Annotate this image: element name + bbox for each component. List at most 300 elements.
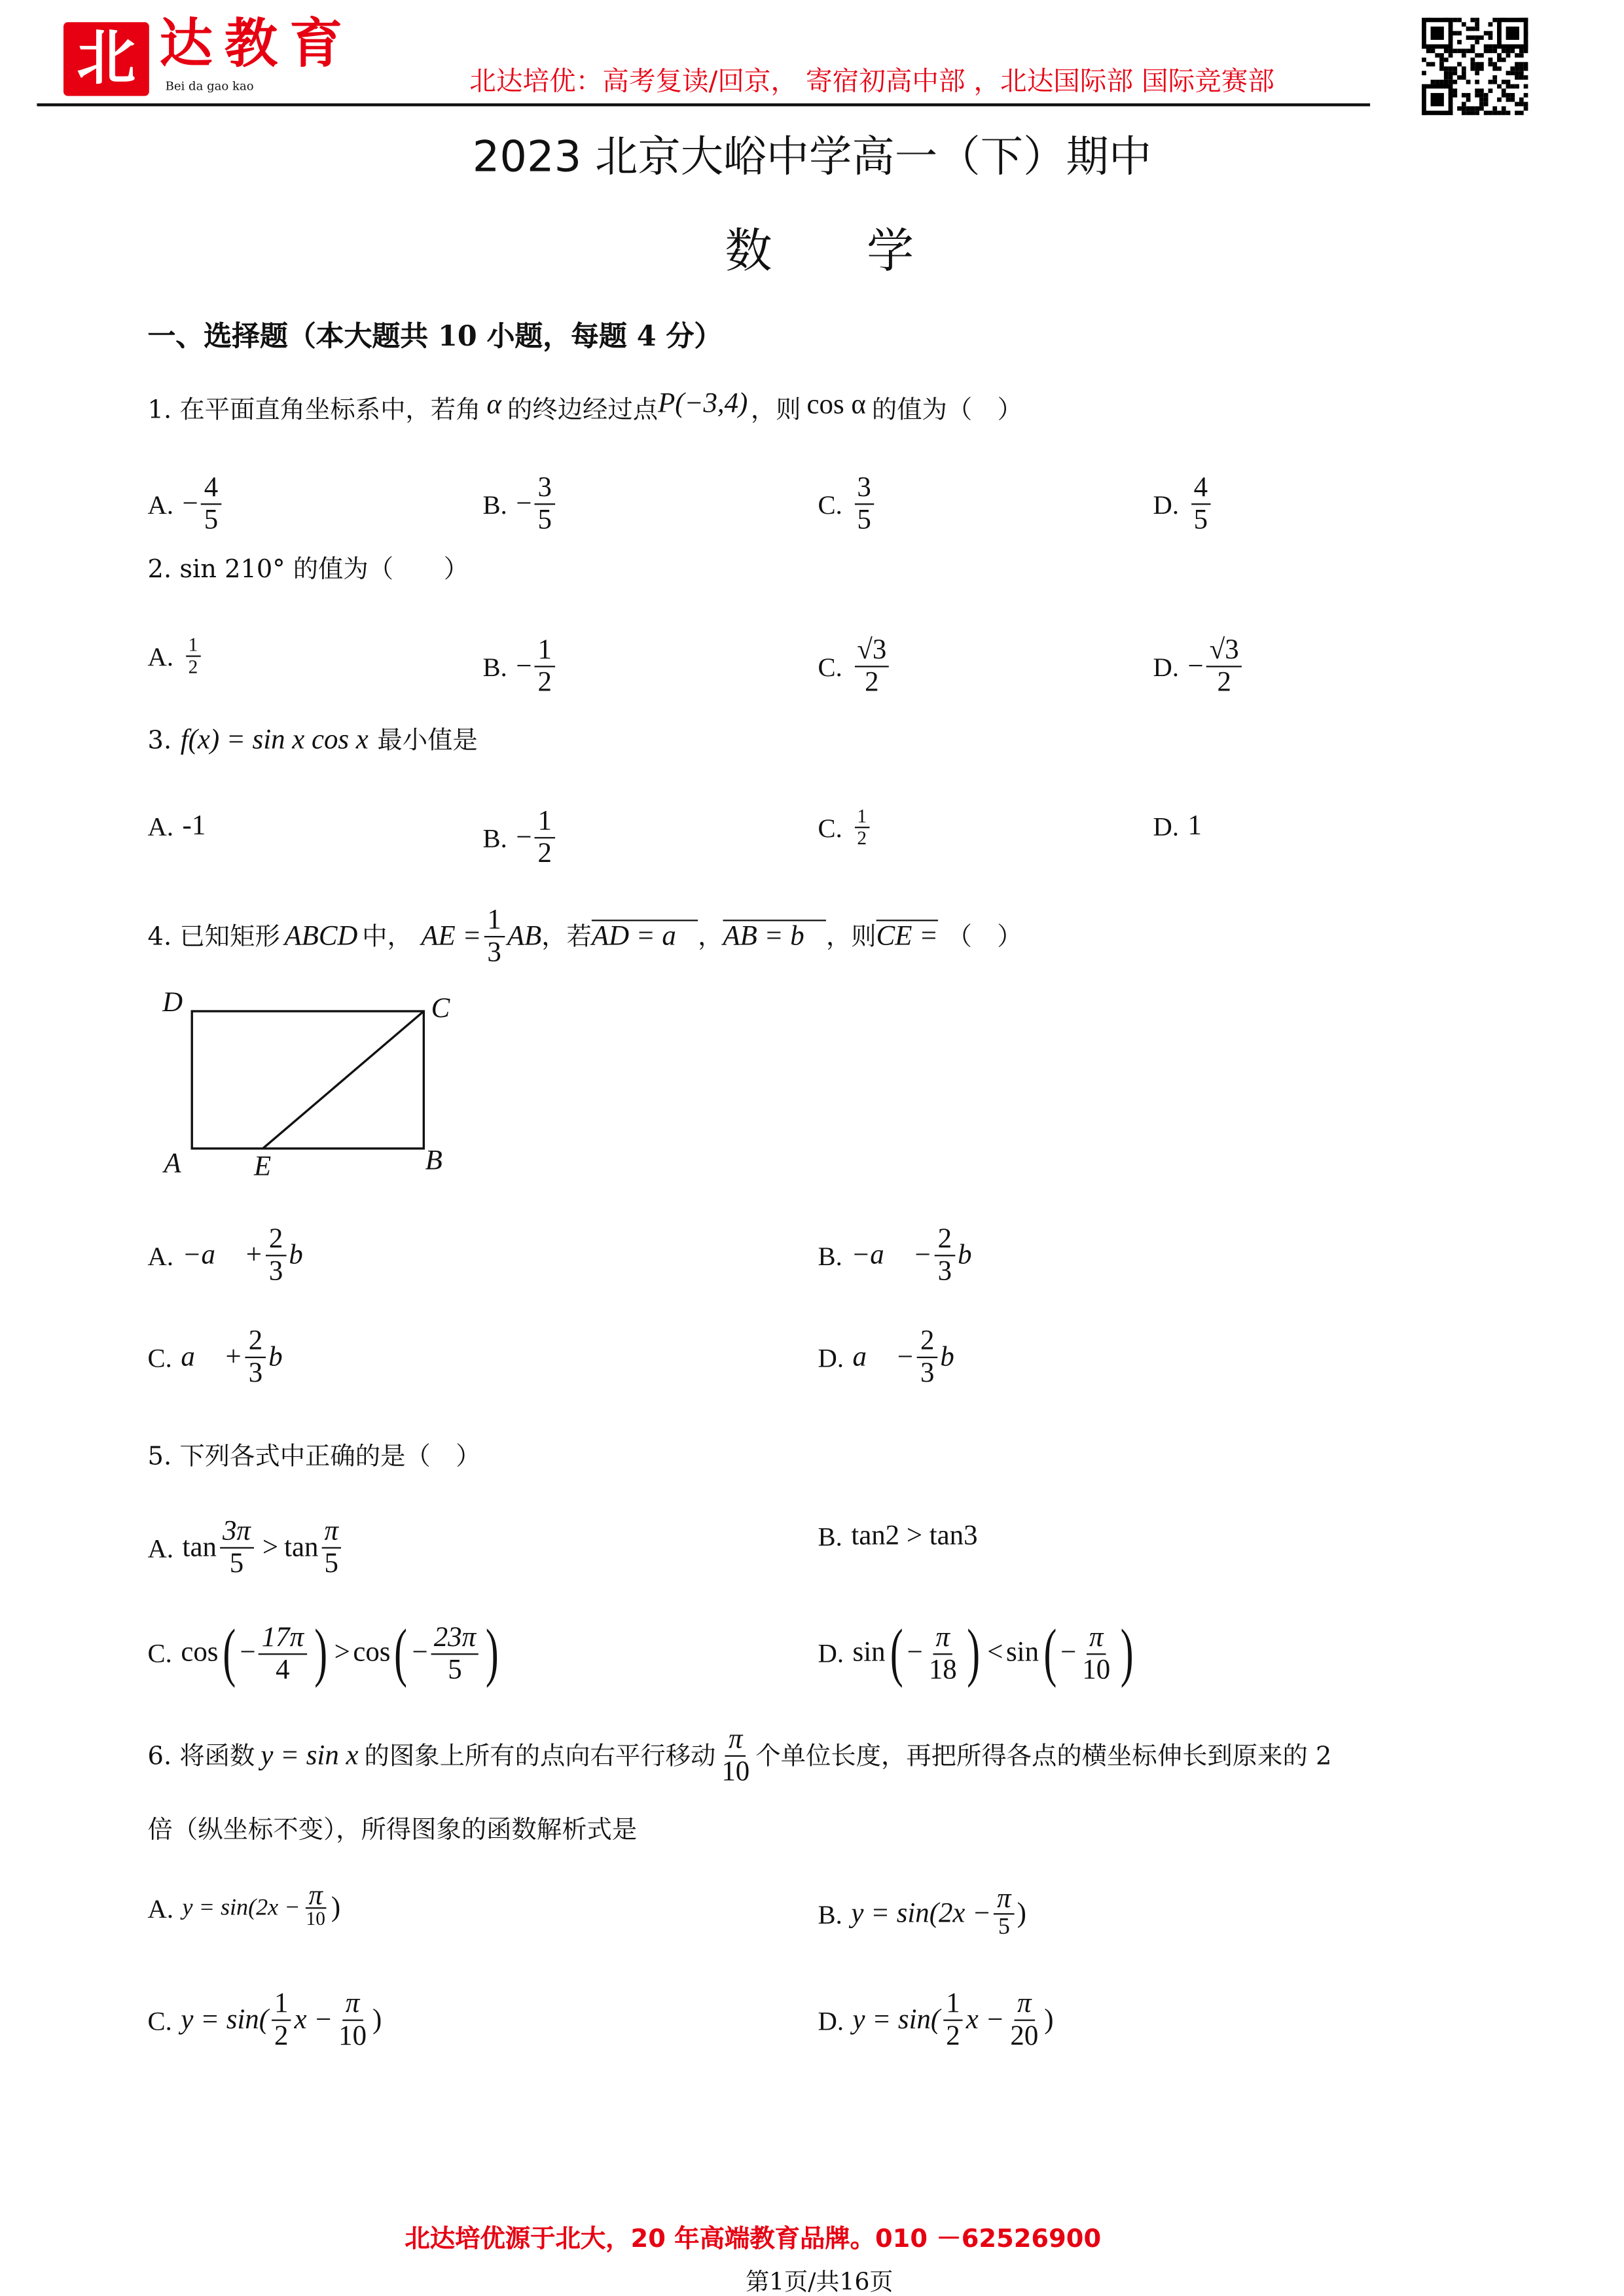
qr-code	[1422, 18, 1528, 115]
numerator: 1	[272, 1988, 291, 2021]
denominator: 10	[721, 1757, 750, 1788]
denominator: 3	[937, 1256, 952, 1287]
qr-module	[1484, 111, 1489, 115]
denominator: 3	[268, 1256, 283, 1287]
qr-module	[1502, 88, 1506, 93]
qr-module	[1510, 84, 1515, 89]
option-label: B.	[482, 823, 507, 853]
qr-module	[1484, 93, 1489, 98]
q6-expression: y = sin x	[261, 1740, 359, 1771]
option-label: A.	[147, 1893, 174, 1923]
option-label: B.	[818, 1899, 842, 1929]
q3-expression: f(x) = sin x cos x	[180, 725, 369, 756]
expr: b⃗	[940, 1341, 977, 1372]
function: sin	[1005, 1637, 1039, 1668]
qr-module	[1519, 53, 1524, 58]
qr-module	[1489, 48, 1493, 53]
left-paren: (	[890, 1616, 903, 1689]
qr-module	[1492, 80, 1497, 84]
fraction	[854, 635, 890, 698]
qr-module	[1492, 62, 1497, 67]
denominator: 3	[920, 1358, 935, 1390]
qr-module	[1479, 66, 1484, 71]
qr-module	[1453, 80, 1457, 84]
qr-module	[1462, 111, 1466, 115]
qr-module	[1489, 58, 1493, 62]
left-paren: (	[1043, 1616, 1056, 1689]
q3-text: 最小值是	[377, 726, 478, 756]
denominator: 4	[276, 1654, 290, 1685]
qr-module	[1506, 93, 1511, 98]
question-6-line-2: 倍（纵坐标不变），所得图象的函数解析式是	[147, 1816, 638, 1846]
operator: <	[987, 1637, 1003, 1668]
numerator: 1	[484, 905, 504, 938]
numerator: π	[994, 1887, 1015, 1915]
qr-module	[1439, 62, 1444, 67]
qr-module	[1506, 98, 1511, 102]
qr-module	[1470, 18, 1475, 22]
qr-module	[1466, 27, 1471, 31]
qr-module	[1497, 98, 1502, 102]
denominator: 5	[448, 1654, 462, 1685]
qr-module	[1449, 71, 1453, 75]
q4-text: 中，	[362, 922, 412, 952]
option-label: C.	[147, 2005, 172, 2036]
qr-module	[1475, 111, 1479, 115]
qr-module	[1502, 93, 1506, 98]
question-5: 5. 下列各式中正确的是（ ）	[147, 1442, 481, 1472]
qr-module	[1519, 98, 1524, 102]
operator: >	[334, 1637, 350, 1668]
qr-module	[1475, 66, 1479, 71]
logo-text: 达教育	[159, 13, 355, 76]
q1-option-d[interactable]	[1153, 473, 1214, 536]
sign: −	[516, 650, 532, 681]
q1-text: 的终边经过点	[507, 395, 659, 425]
qr-module	[1524, 62, 1528, 67]
qr-module	[1453, 31, 1457, 35]
exam-title: 2023 北京大峪中学高一（下）期中	[472, 131, 1152, 182]
qr-module	[1515, 62, 1519, 67]
qr-module	[1466, 48, 1471, 53]
qr-module	[1506, 48, 1511, 53]
qr-module	[1492, 18, 1497, 22]
denominator: 2	[274, 2020, 289, 2053]
option-label: B.	[482, 489, 507, 519]
qr-module	[1479, 98, 1484, 102]
q6-option-b[interactable]	[818, 1884, 1026, 1941]
qr-module	[1470, 66, 1475, 71]
qr-module	[1502, 58, 1506, 62]
qr-module	[1519, 48, 1524, 53]
expr: a⃗ −	[852, 1341, 914, 1372]
qr-module	[1475, 35, 1479, 40]
qr-module	[1492, 106, 1497, 111]
q3-number: 3.	[147, 726, 172, 756]
denominator: 2	[865, 667, 879, 698]
question-6	[148, 1724, 1332, 1787]
qr-module	[1484, 48, 1489, 53]
numerator: 1	[535, 806, 554, 839]
option-label: D.	[1153, 812, 1180, 842]
qr-module	[1510, 93, 1515, 98]
qr-module	[1497, 111, 1502, 115]
expr: b⃗	[289, 1239, 325, 1270]
sign: −	[516, 488, 532, 519]
q3-option-b[interactable]	[483, 806, 558, 870]
qr-module	[1470, 45, 1475, 49]
q4-option-b[interactable]	[818, 1224, 994, 1287]
expr: a⃗ +	[181, 1341, 243, 1372]
option-label: B.	[818, 1240, 842, 1270]
denominator: 2	[537, 838, 552, 870]
expr: x −	[294, 2003, 333, 2036]
option-label: C.	[147, 1638, 172, 1668]
right-paren: )	[486, 1616, 499, 1689]
qr-module	[1489, 45, 1493, 49]
qr-finder	[1506, 27, 1519, 40]
option-value: 1	[1187, 810, 1202, 842]
fraction	[245, 1325, 265, 1389]
fraction	[272, 1988, 291, 2052]
expr: y = sin(	[852, 2003, 941, 2036]
right-paren: )	[1120, 1616, 1134, 1689]
fraction	[185, 635, 201, 677]
denominator: 5	[857, 505, 871, 536]
numerator: 1	[854, 806, 870, 829]
q4-option-c[interactable]	[148, 1325, 304, 1389]
qr-module	[1484, 31, 1489, 35]
fraction	[719, 1724, 753, 1787]
option-label: C.	[818, 812, 842, 842]
fraction	[535, 635, 554, 698]
qr-module	[1453, 71, 1457, 75]
question-1	[148, 389, 1022, 431]
qr-module	[1475, 22, 1479, 27]
qr-module	[1426, 48, 1431, 53]
q1-option-a[interactable]	[148, 473, 225, 536]
fraction	[219, 1516, 253, 1579]
qr-module	[1479, 62, 1484, 67]
qr-module	[1466, 35, 1471, 40]
q3-option-c[interactable]	[818, 806, 873, 849]
qr-module	[1453, 48, 1457, 53]
numerator: π	[726, 1724, 746, 1757]
option-label: A.	[147, 1240, 174, 1270]
qr-module	[1492, 111, 1497, 115]
qr-module	[1479, 102, 1484, 107]
fraction	[201, 473, 221, 536]
fraction	[917, 1325, 937, 1389]
qr-module	[1502, 80, 1506, 84]
qr-module	[1506, 53, 1511, 58]
qr-module	[1444, 58, 1449, 62]
denominator: 5	[324, 1549, 338, 1580]
qr-module	[1475, 80, 1479, 84]
qr-module	[1470, 62, 1475, 67]
qr-module	[1475, 71, 1479, 75]
qr-module	[1475, 93, 1479, 98]
sign: −	[516, 821, 532, 853]
expr: b⃗	[958, 1239, 994, 1270]
qr-module	[1506, 71, 1511, 75]
qr-module	[1435, 53, 1439, 58]
right-paren: )	[314, 1616, 327, 1689]
sign: −	[1187, 650, 1204, 681]
qr-module	[1453, 93, 1457, 98]
denominator: 18	[928, 1654, 957, 1685]
q4-option-a[interactable]	[148, 1224, 325, 1287]
option-label: D.	[1153, 651, 1180, 681]
option-label: D.	[818, 1342, 844, 1372]
numerator: 3	[535, 473, 554, 505]
qr-module	[1515, 102, 1519, 107]
qr-module	[1484, 98, 1489, 102]
denominator: 5	[1193, 505, 1208, 536]
q4-text: （ ）	[947, 922, 1022, 952]
option-label: D.	[1153, 489, 1180, 519]
q6-option-c[interactable]	[148, 1988, 382, 2052]
qr-module	[1457, 31, 1462, 35]
segment-ec	[262, 1011, 424, 1149]
qr-module	[1457, 40, 1462, 45]
qr-module	[1519, 75, 1524, 80]
qr-module	[1466, 80, 1471, 84]
qr-module	[1470, 106, 1475, 111]
denominator: 5	[204, 505, 219, 536]
option-label: B.	[482, 651, 507, 681]
qr-module	[1519, 71, 1524, 75]
option-label: D.	[818, 1638, 844, 1668]
q4-option-d[interactable]	[818, 1325, 977, 1389]
q4-vector-ab: AB = b⃗	[723, 920, 826, 952]
qr-module	[1502, 106, 1506, 111]
qr-module	[1466, 98, 1471, 102]
rectangle-abcd	[192, 1011, 424, 1149]
qr-module	[1519, 62, 1524, 67]
expr: x −	[965, 2003, 1005, 2036]
denominator: 2	[188, 655, 198, 678]
qr-module	[1466, 106, 1471, 111]
qr-module	[1497, 84, 1502, 89]
qr-module	[1453, 66, 1457, 71]
q1-text: ，则	[750, 395, 801, 425]
fraction	[854, 806, 870, 849]
qr-module	[1444, 80, 1449, 84]
qr-module	[1492, 66, 1497, 71]
numerator: π	[1015, 1988, 1035, 2021]
qr-module	[1492, 45, 1497, 49]
numerator: 2	[917, 1325, 937, 1358]
qr-module	[1444, 66, 1449, 71]
q6-text: 6. 将函数	[147, 1741, 255, 1771]
q1-text: 1. 在平面直角坐标系中，若角	[147, 395, 481, 425]
q2-option-b[interactable]	[483, 635, 558, 698]
q5-option-b[interactable]	[818, 1516, 978, 1557]
qr-module	[1431, 80, 1435, 84]
qr-module	[1444, 71, 1449, 75]
qr-finder	[1431, 27, 1444, 40]
qr-module	[1439, 53, 1444, 58]
qr-module	[1470, 111, 1475, 115]
fraction	[935, 1224, 954, 1287]
label-d: D	[162, 987, 183, 1019]
qr-module	[1475, 106, 1479, 111]
numerator: √3	[1206, 635, 1242, 668]
q2-option-a[interactable]	[148, 635, 204, 677]
qr-module	[1457, 106, 1462, 111]
qr-module	[1492, 48, 1497, 53]
expr: −a⃗ −	[851, 1239, 932, 1270]
numerator: 4	[201, 473, 221, 505]
expr: )	[1017, 1897, 1026, 1929]
fraction	[336, 1988, 370, 2052]
logo-subtitle: Bei da gao kao	[165, 79, 254, 94]
qr-module	[1457, 18, 1462, 22]
q4-text: ，则	[825, 922, 876, 952]
qr-module	[1475, 27, 1479, 31]
q2-option-d[interactable]	[1153, 635, 1245, 698]
q6-option-a[interactable]	[147, 1880, 341, 1929]
left-paren: (	[395, 1616, 408, 1689]
q3-option-a[interactable]	[148, 806, 206, 848]
label-b: B	[425, 1145, 442, 1177]
qr-module	[1422, 58, 1426, 62]
qr-module	[1502, 111, 1506, 115]
qr-module	[1439, 58, 1444, 62]
fraction	[994, 1884, 1015, 1941]
label-e: E	[253, 1151, 272, 1183]
qr-module	[1489, 80, 1493, 84]
function: tan	[182, 1532, 217, 1563]
sign: −	[240, 1637, 256, 1668]
qr-module	[1435, 80, 1439, 84]
sign: −	[907, 1637, 923, 1668]
qr-module	[1462, 93, 1466, 98]
qr-module	[1462, 66, 1466, 71]
qr-module	[1497, 66, 1502, 71]
expr: tan2 > tan3	[851, 1520, 978, 1552]
q1-cos: cos α	[806, 389, 866, 421]
option-label: D.	[818, 2005, 844, 2036]
qr-module	[1524, 66, 1528, 71]
qr-module	[1506, 80, 1511, 84]
footer-slogan: 北达培优源于北大，20 年高端教育品牌。010 －62526900	[405, 2225, 1102, 2255]
q5-option-d[interactable]	[818, 1616, 1138, 1689]
denominator: 10	[1082, 1654, 1111, 1685]
sign: −	[182, 488, 198, 519]
fraction	[484, 905, 504, 969]
numerator: π	[342, 1988, 363, 2021]
qr-module	[1479, 93, 1484, 98]
qr-module	[1462, 106, 1466, 111]
qr-module	[1519, 102, 1524, 107]
qr-module	[1444, 48, 1449, 53]
qr-module	[1444, 75, 1449, 80]
q4-text: 4. 已知矩形	[147, 922, 280, 952]
fraction	[1191, 473, 1210, 536]
q4-abcd: ABCD	[284, 920, 358, 952]
qr-module	[1475, 53, 1479, 58]
q6-option-d[interactable]	[818, 1988, 1054, 2052]
qr-module	[1510, 71, 1515, 75]
logo: 北	[63, 22, 149, 96]
numerator: √3	[854, 635, 890, 668]
q5-option-a[interactable]	[148, 1516, 344, 1579]
numerator: 1	[535, 635, 554, 668]
qr-module	[1470, 35, 1475, 40]
denominator: 3	[248, 1358, 263, 1390]
fraction	[1007, 1988, 1041, 2052]
qr-module	[1489, 22, 1493, 27]
qr-module	[1470, 58, 1475, 62]
qr-module	[1515, 71, 1519, 75]
qr-module	[1439, 80, 1444, 84]
denominator: 5	[537, 505, 552, 536]
option-label: A.	[147, 812, 174, 842]
numerator: 2	[245, 1325, 265, 1358]
option-label: A.	[147, 641, 174, 672]
q2-option-c[interactable]	[818, 635, 893, 698]
option-value: -1	[182, 810, 206, 842]
qr-module	[1497, 53, 1502, 58]
expr: b⃗	[268, 1341, 304, 1372]
qr-module	[1479, 35, 1484, 40]
qr-module	[1506, 111, 1511, 115]
qr-module	[1524, 84, 1528, 89]
q3-option-d[interactable]	[1153, 806, 1202, 848]
qr-module	[1470, 48, 1475, 53]
numerator: 2	[935, 1224, 954, 1257]
qr-module	[1515, 75, 1519, 80]
qr-module	[1489, 62, 1493, 67]
rectangle-diagram	[148, 982, 473, 1196]
numerator: π	[1086, 1622, 1106, 1655]
qr-module	[1462, 71, 1466, 75]
numerator: 17π	[259, 1622, 306, 1655]
qr-module	[1484, 45, 1489, 49]
numerator: 1	[943, 1988, 963, 2021]
sign: −	[412, 1637, 428, 1668]
qr-module	[1510, 66, 1515, 71]
q5-option-c[interactable]	[147, 1616, 504, 1689]
q1-option-b[interactable]	[483, 473, 558, 536]
q1-alpha: α	[486, 389, 501, 421]
header-slogan: 北达培优：高考复读/回京， 寄宿初高中部 ，北达国际部 国际竞赛部	[469, 66, 1275, 98]
numerator: π	[933, 1622, 953, 1655]
fraction	[303, 1880, 328, 1929]
q4-ab: AB	[507, 920, 542, 952]
q1-option-c[interactable]	[818, 473, 877, 536]
qr-module	[1457, 48, 1462, 53]
denominator: 2	[857, 827, 867, 849]
denominator: 2	[1217, 667, 1231, 698]
numerator: π	[321, 1516, 342, 1549]
qr-module	[1489, 35, 1493, 40]
qr-module	[1524, 75, 1528, 80]
label-a: A	[164, 1148, 181, 1180]
qr-module	[1524, 93, 1528, 98]
qr-module	[1449, 66, 1453, 71]
fraction	[535, 806, 554, 870]
numerator: 4	[1191, 473, 1210, 505]
expr: )	[372, 2003, 382, 2036]
function: cos	[353, 1637, 391, 1668]
q6-text: 个单位长度，再把所得各点的横坐标伸长到原来的 2	[755, 1741, 1332, 1771]
expr: )	[331, 1892, 341, 1923]
function: cos	[181, 1637, 219, 1668]
denominator: 20	[1010, 2020, 1039, 2053]
